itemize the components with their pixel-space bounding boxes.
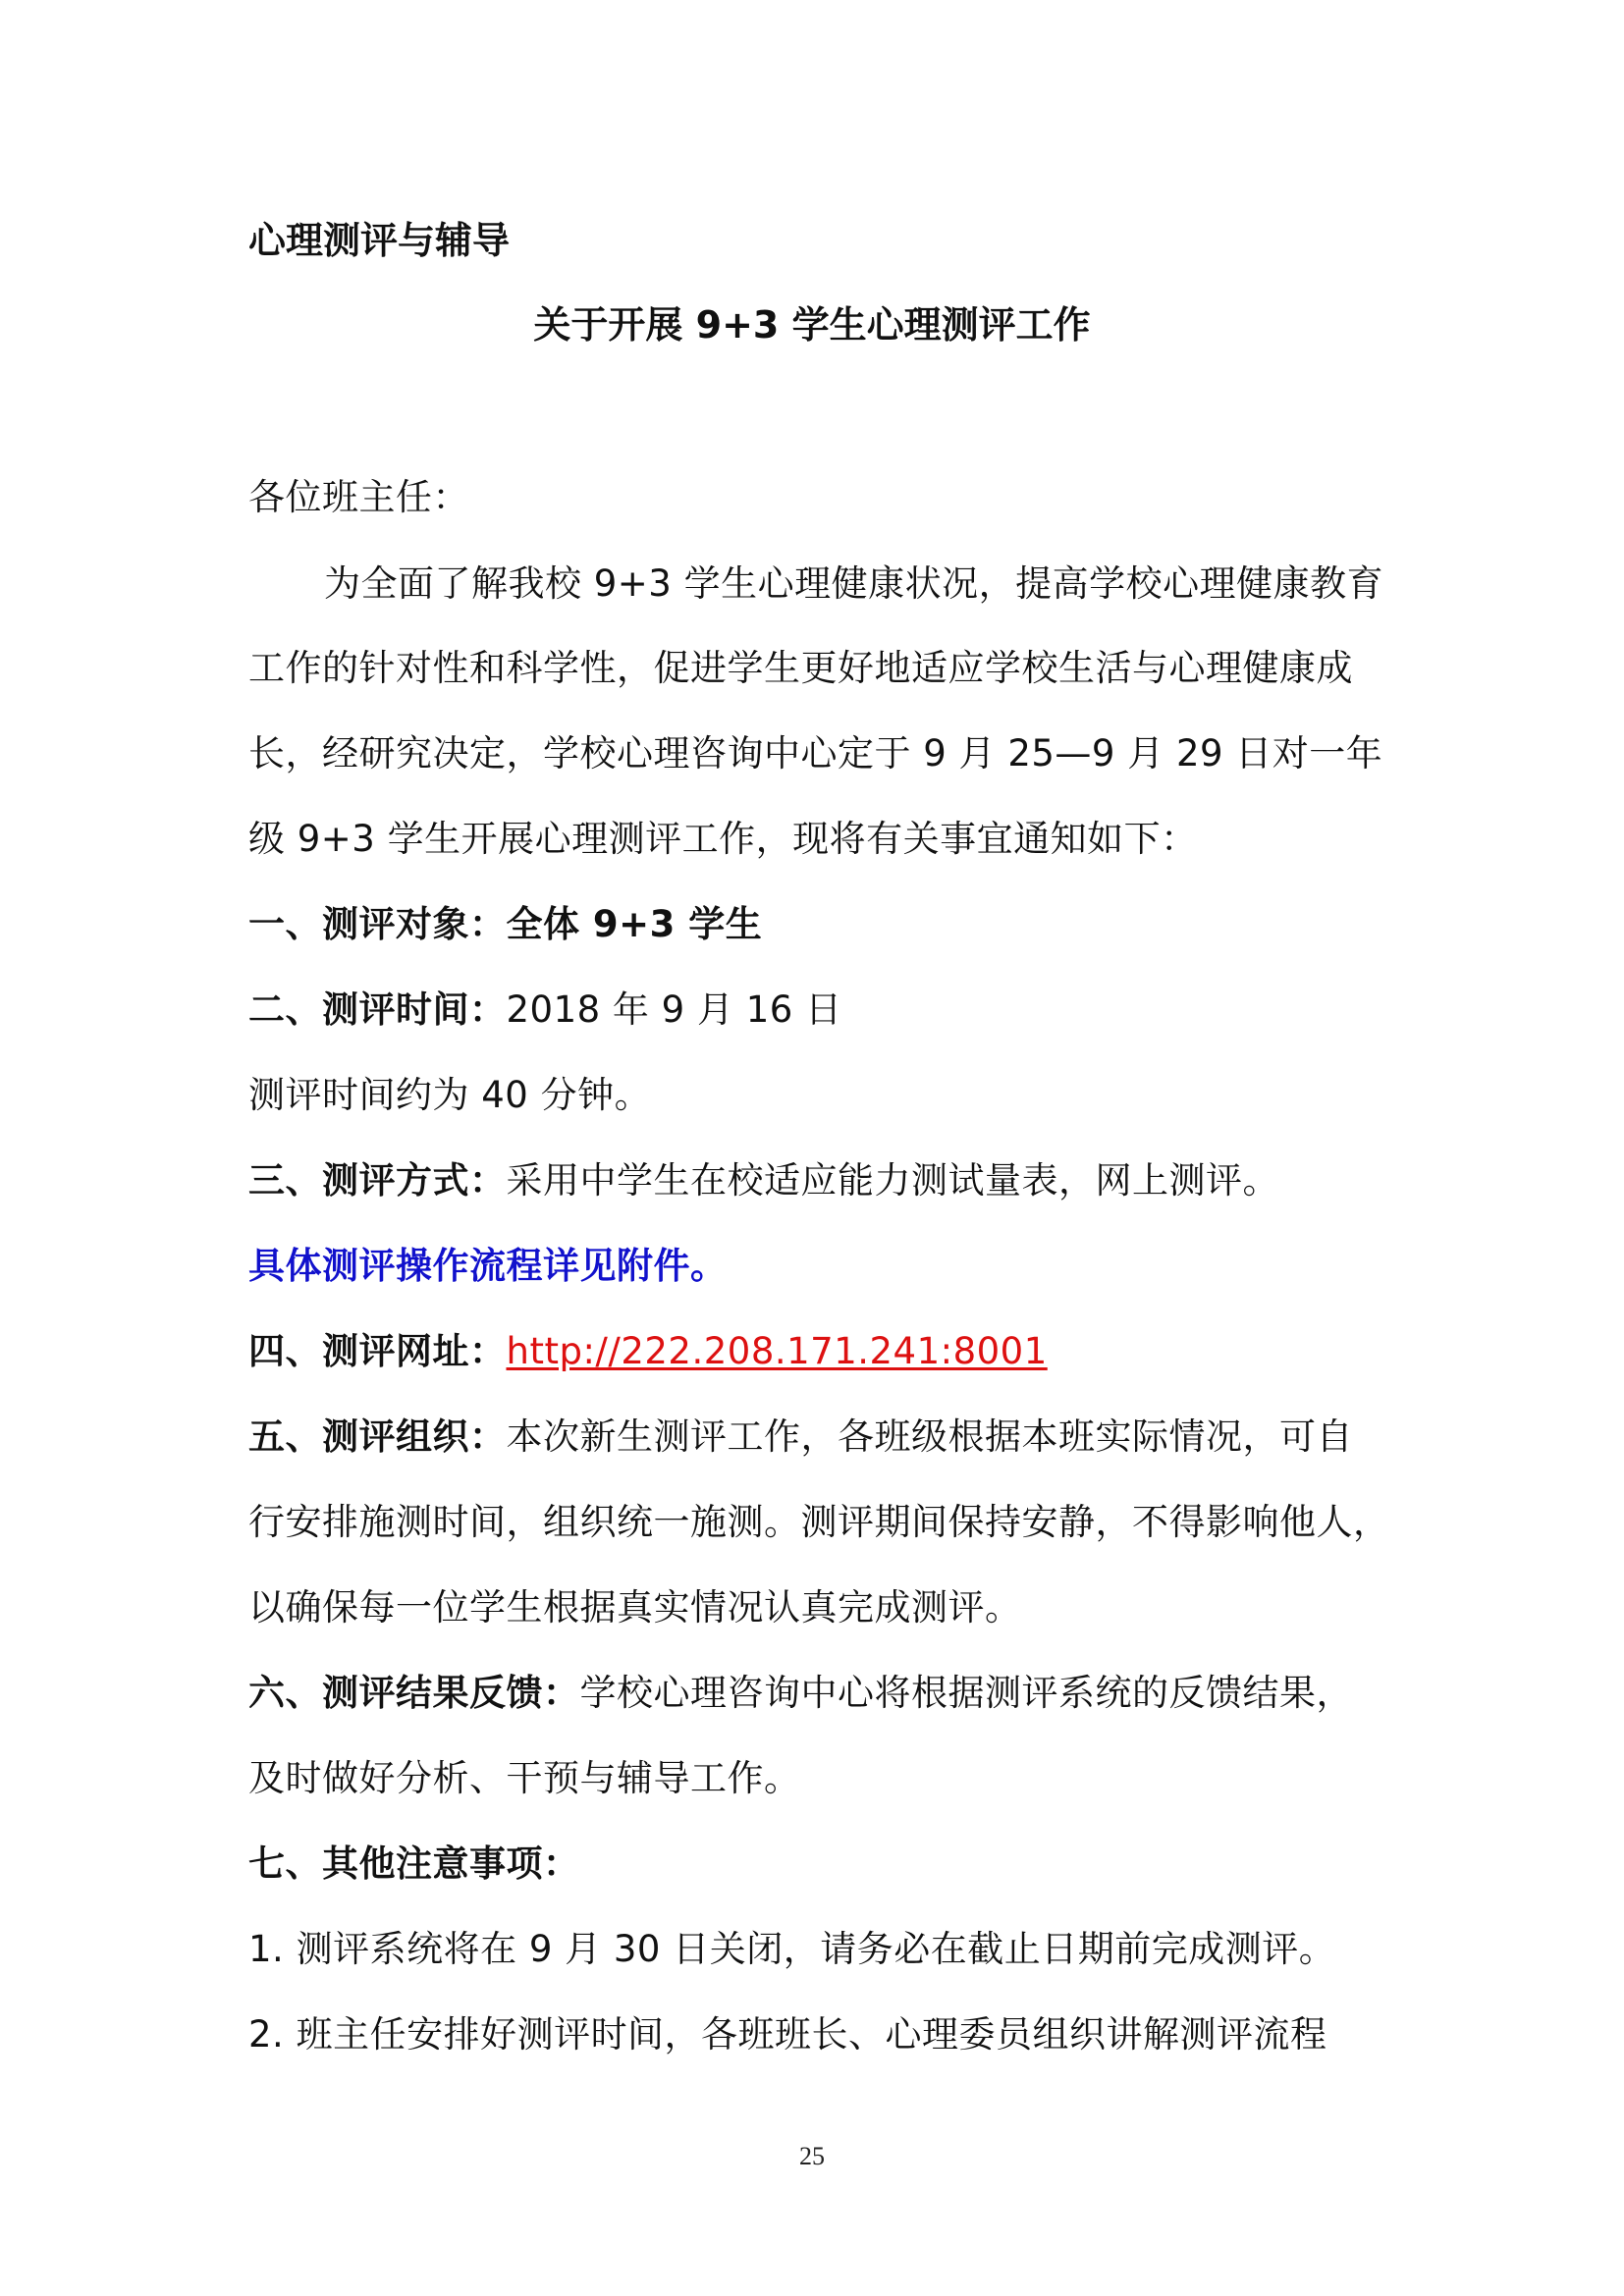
item-url-label: 四、测评网址： — [248, 1330, 507, 1372]
item-time-label: 二、测评时间： — [248, 988, 507, 1031]
item-target-label: 一、测评对象： — [248, 903, 507, 945]
item-organization — [248, 1413, 1387, 1462]
document-title: 关于开展 9+3 学生心理测评工作 — [533, 303, 1091, 347]
item-organization-line-3: 以确保每一位学生根据真实情况认真完成测评。 — [248, 1586, 1022, 1629]
attachment-note: 具体测评操作流程详见附件。 — [248, 1245, 728, 1287]
item-notes-label: 七、其他注意事项： — [248, 1842, 580, 1885]
item-time-note: 测评时间约为 40 分钟。 — [248, 1074, 652, 1116]
intro-line-1: 为全面了解我校 9+3 学生心理健康状况，提高学校心理健康教育 — [324, 562, 1384, 605]
item-feedback-line-1: 学校心理咨询中心将根据测评系统的反馈结果， — [579, 1672, 1353, 1714]
item-target-value: 全体 9+3 学生 — [506, 903, 763, 945]
salutation: 各位班主任： — [248, 476, 469, 518]
item-feedback-line-2: 及时做好分析、干预与辅导工作。 — [248, 1757, 801, 1799]
item-feedback-label: 六、测评结果反馈： — [248, 1672, 580, 1714]
item-target — [248, 900, 1387, 949]
item-organization-line-1: 本次新生测评工作，各班级根据本班实际情况，可自 — [506, 1415, 1353, 1458]
item-time — [248, 986, 1387, 1035]
item-method-value: 采用中学生在校适应能力测试量表，网上测评。 — [506, 1159, 1279, 1201]
intro-line-3: 长，经研究决定，学校心理咨询中心定于 9 月 25—9 月 29 日对一年 — [248, 732, 1383, 774]
item-url — [248, 1327, 1387, 1376]
item-time-value: 2018 年 9 月 16 日 — [506, 988, 842, 1031]
intro-line-2: 工作的针对性和科学性，促进学生更好地适应学校生活与心理健康成 — [248, 647, 1353, 689]
item-organization-label: 五、测评组织： — [248, 1415, 507, 1458]
item-feedback — [248, 1669, 1387, 1718]
note-2: 2. 班主任安排好测评时间，各班班长、心理委员组织讲解测评流程 — [248, 2013, 1327, 2056]
item-organization-line-2: 行安排施测时间，组织统一施测。测评期间保持安静，不得影响他人， — [248, 1501, 1390, 1543]
note-1: 1. 测评系统将在 9 月 30 日关闭，请务必在截止日期前完成测评。 — [248, 1928, 1336, 1970]
test-url-link[interactable]: http://222.208.171.241:8001 — [506, 1330, 1048, 1372]
section-heading: 心理测评与辅导 — [248, 219, 511, 262]
intro-line-4: 级 9+3 学生开展心理测评工作，现将有关事宜通知如下： — [248, 818, 1198, 860]
page-number: 25 — [799, 2142, 825, 2170]
item-method-label: 三、测评方式： — [248, 1159, 507, 1201]
item-method — [248, 1156, 1387, 1205]
